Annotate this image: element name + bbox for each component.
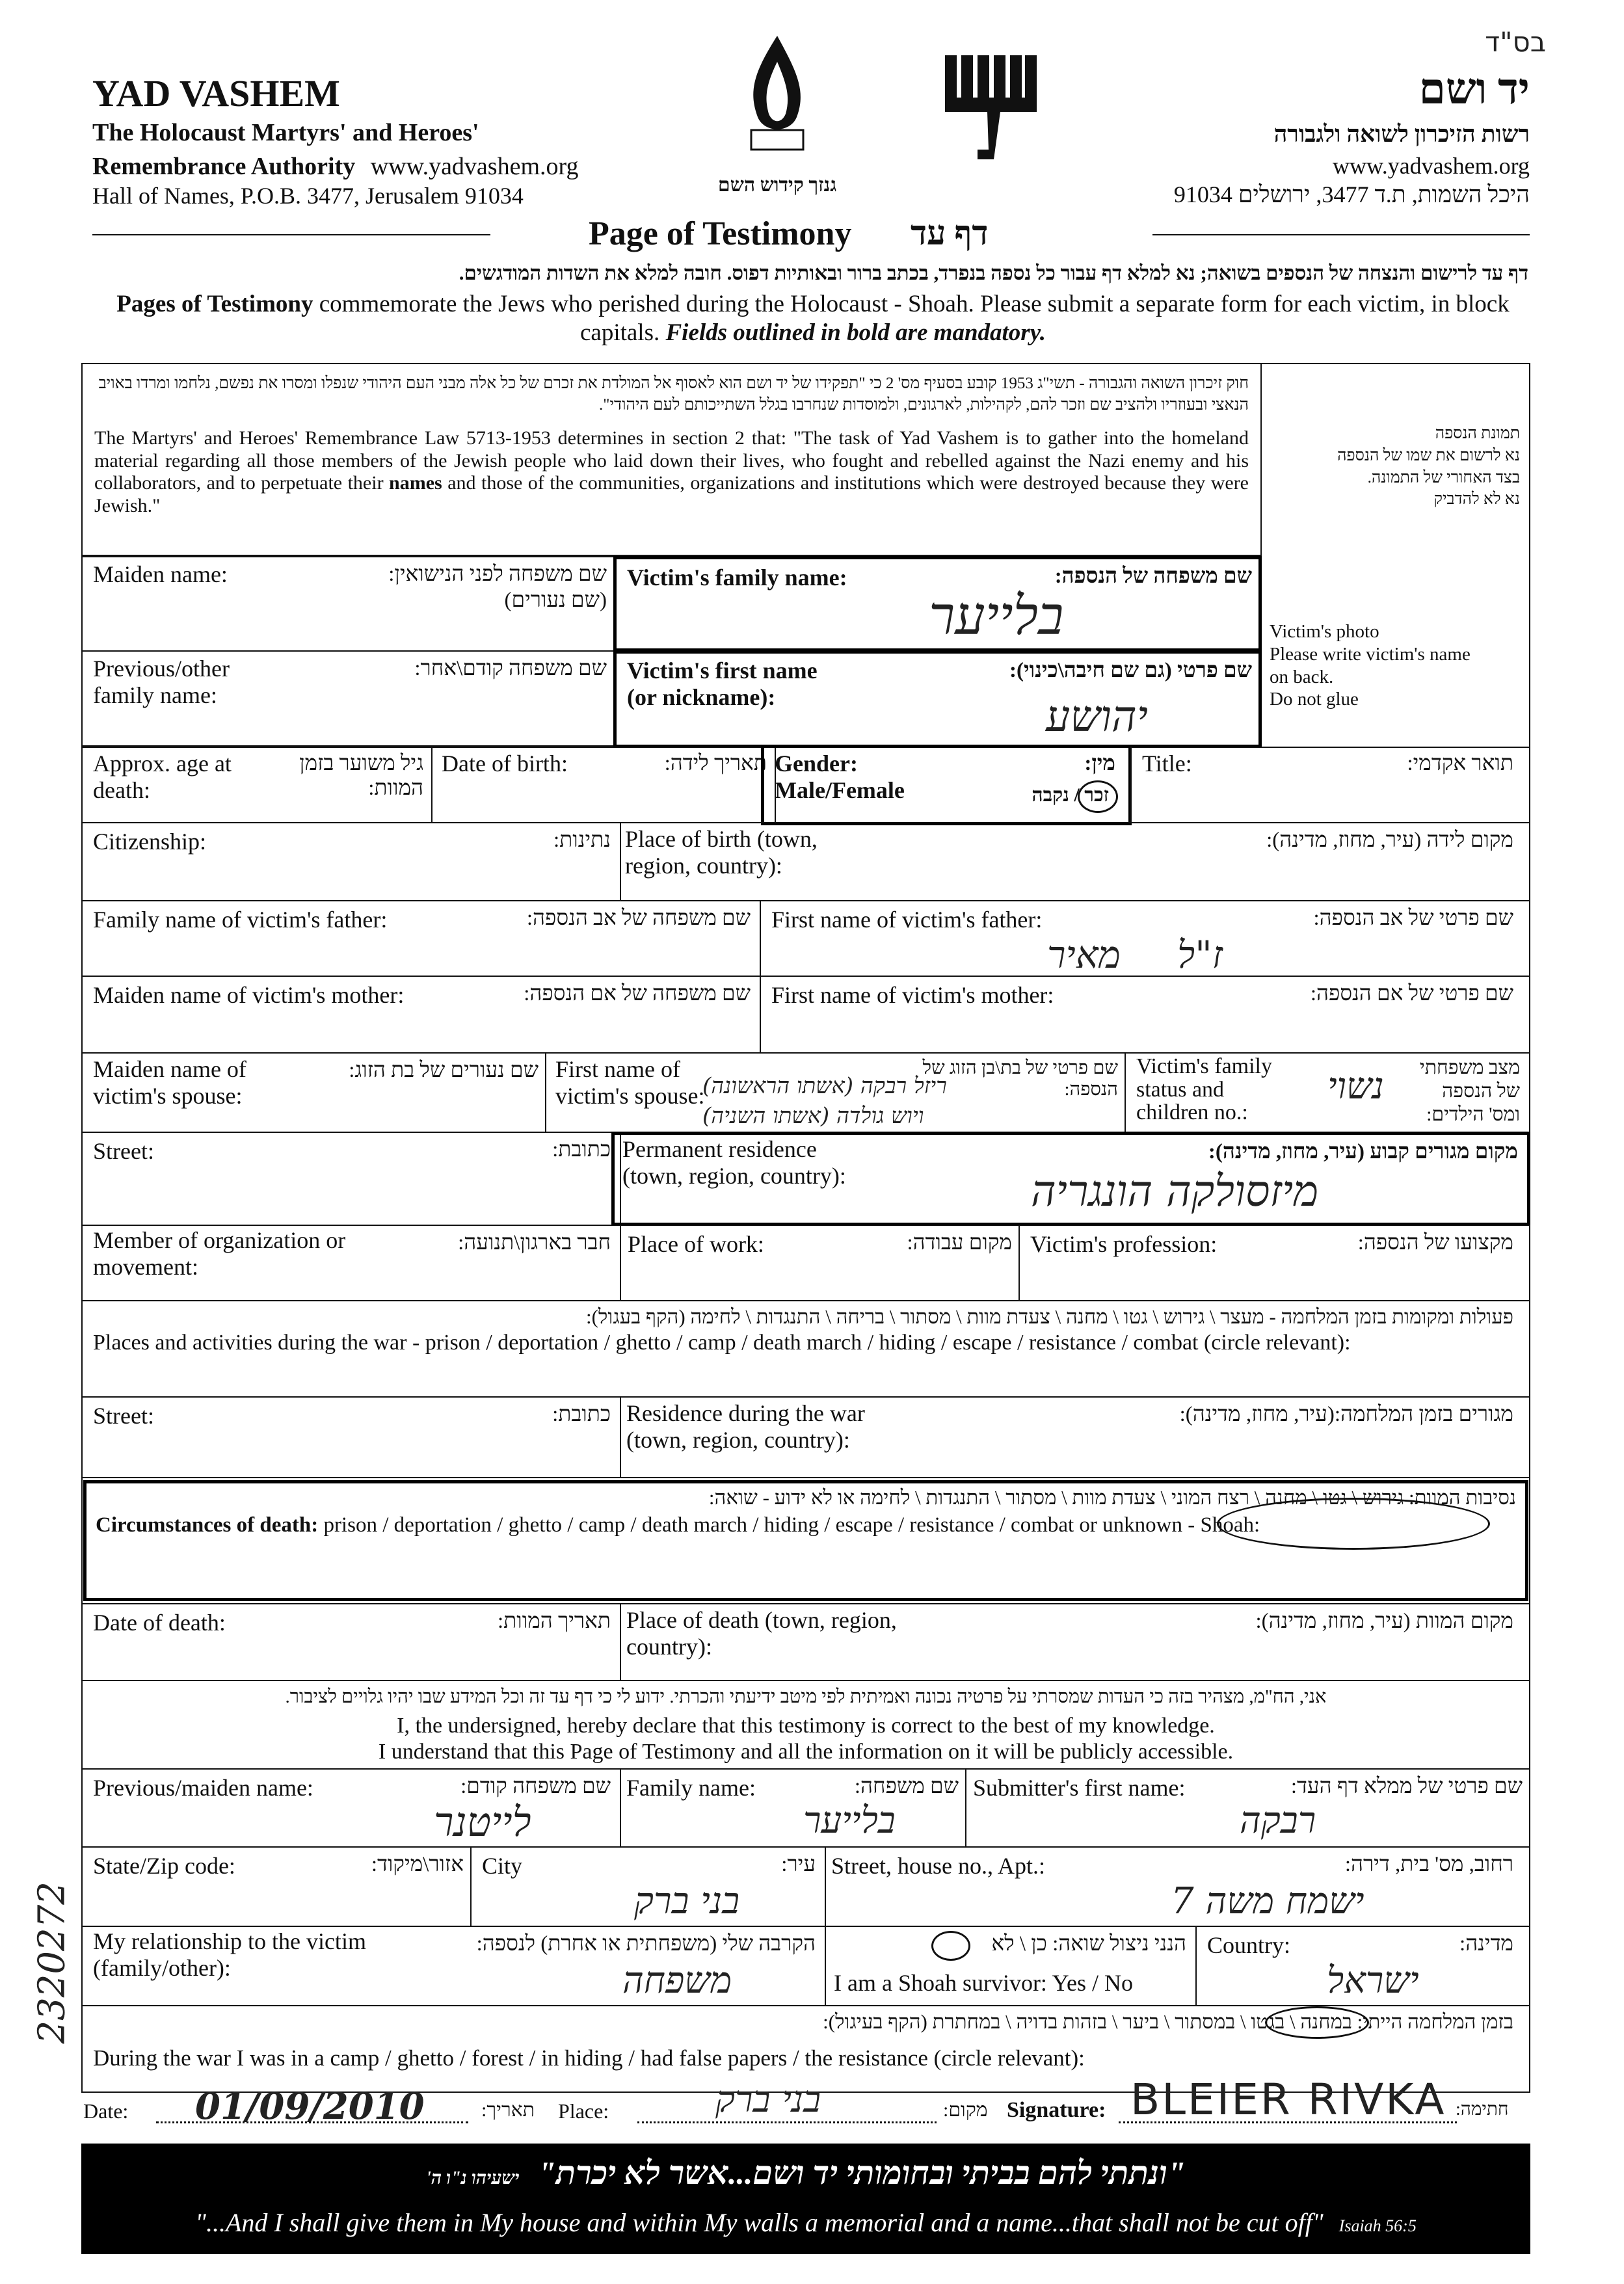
war-street-cell[interactable]	[81, 1396, 621, 1478]
maiden-name-label-he: שם משפחה לפני הנישואין:	[388, 563, 607, 586]
war-places-label-en: Places and activities during the war - prison / deportation / ghetto / camp / death march / hiding / escape / resistance / combat (circle relevant):	[93, 1331, 1351, 1355]
submitter-city-cell[interactable]	[470, 1846, 826, 1927]
gender-label-he: מין:	[1084, 752, 1115, 775]
gender-label-1: Gender:	[775, 750, 858, 777]
family-status-label-he-3: ומס' הילדים:	[1426, 1104, 1520, 1125]
mother-first-cell[interactable]	[760, 976, 1530, 1054]
war-res-label-he: מגורים בזמן המלחמה:(עיר, מחוז, מדינה):	[1179, 1403, 1513, 1426]
spouse-maiden-label-he: שם נעורים של בת הזוג:	[349, 1059, 539, 1082]
citizenship-label-he: נתינות:	[553, 829, 611, 852]
pod-cell[interactable]	[620, 1603, 1530, 1681]
photo-en-3: on back.	[1270, 666, 1334, 687]
submitter-prev-maiden-value: לייטנר	[434, 1798, 531, 1846]
family-status-value: נשוי	[1327, 1065, 1384, 1108]
submitter-street-label-he: רחוב, מס' בית, דירה:	[1344, 1853, 1513, 1876]
page-title-en: Page of Testimony	[589, 215, 852, 252]
dod-cell[interactable]	[81, 1603, 621, 1681]
unknown-shoah-circle	[1217, 1498, 1490, 1550]
perm-res-label-he: מקום מגורים קבוע (עיר, מחוז, מדינה):	[1208, 1140, 1518, 1163]
dob-cell[interactable]	[431, 747, 776, 823]
submitter-zip-label-he: אזור\מיקוד:	[371, 1853, 464, 1876]
submitter-first-value: רבקה	[1240, 1799, 1316, 1842]
submitter-country-value: ישראל	[1327, 1959, 1419, 2002]
dob-label: Date of birth:	[442, 750, 568, 777]
instruction-he: דף עד לרישום והנצחה של הנספים בשואה; נא למלא דף עבור כל נספה בנפרד, בכתב ברור ובאותיות דפוס. חובה למלא את השדות המודגשים.	[459, 261, 1528, 284]
submitter-survivor-label: I am a Shoah survivor: Yes / No	[834, 1970, 1133, 1996]
law-box	[81, 363, 1262, 556]
submitter-zip-label: State/Zip code:	[93, 1853, 235, 1879]
perm-res-cell[interactable]	[611, 1132, 1530, 1226]
first-name-label	[627, 657, 818, 711]
mother-maiden-cell[interactable]	[81, 976, 761, 1054]
title-label-he: תואר אקדמי:	[1407, 752, 1513, 775]
spouse-first-cell[interactable]	[545, 1052, 1126, 1133]
perm-res-value: מיזסולקה הונגריה	[1031, 1166, 1319, 1216]
submitter-survivor-label-he: הנני ניצול שואה: כן \ לא	[991, 1932, 1186, 1956]
submitter-family-label-he: שם משפחה:	[854, 1775, 959, 1798]
submitter-city-value: בני ברק	[634, 1880, 740, 1922]
submitter-country-label: Country:	[1207, 1932, 1291, 1958]
family-status-label-he-2: של הנספה	[1442, 1080, 1520, 1102]
place-work-label-he: מקום עבודה:	[907, 1231, 1012, 1255]
menorah-logo	[942, 52, 1039, 163]
family-name-value: בלייער	[929, 585, 1064, 647]
perm-res-label	[622, 1136, 846, 1190]
website-he: www.yadvashem.org	[1333, 153, 1530, 179]
instruction-en	[98, 290, 1528, 348]
banner-quote-he	[81, 2154, 1530, 2192]
footer-signature-line	[1119, 2121, 1457, 2123]
spouse-first-label-he-2: הנספה:	[1064, 1079, 1118, 1100]
place-work-cell[interactable]	[620, 1225, 1020, 1301]
footer-place-value: בני ברק	[715, 2078, 821, 2121]
street-cell[interactable]	[81, 1132, 621, 1226]
circumstances-label-en-body: prison / deportation / ghetto / camp / death march / hiding / escape / resistance / combat or unknown - Shoah:	[318, 1513, 1260, 1537]
spouse-first-label-1: First name of	[555, 1056, 680, 1082]
pob-label-1: Place of birth (town,	[625, 826, 818, 852]
age-label-he	[299, 752, 423, 801]
org-authority-en: Remembrance Authority	[92, 153, 356, 180]
footer-signature-value: BLEIER RIVKA	[1130, 2075, 1446, 2125]
first-name-value: יהושע	[1046, 691, 1148, 741]
place-work-label: Place of work:	[628, 1231, 764, 1257]
title-cell[interactable]	[1130, 747, 1530, 823]
banner-he-text: "ונתתי להם בביתי ובחומותי יד ושם...אשר לא יכרת"	[538, 2155, 1186, 2191]
law-en-body: The Martyrs' and Heroes' Remembrance Law 5713-1953 determines in section 2 that: "The task of Yad Vashem is to gather into the homeland material regarding all those members of the Jewish people who laid down their lives, who fought and rebelled against the Nazi enemy and his collaborators, and to perpetuate their	[94, 427, 1249, 494]
first-name-label-he: שם פרטי (גם שם חיבה\כינוי):	[1009, 659, 1252, 682]
street-label: Street:	[93, 1138, 154, 1164]
war-res-label	[626, 1400, 865, 1454]
family-status-label-he-1: מצב משפחתי	[1419, 1057, 1520, 1078]
maiden-name-label: Maiden name:	[93, 561, 228, 587]
age-label-he-2: המוות:	[368, 776, 423, 800]
submitter-street-label: Street, house no., Apt.:	[831, 1853, 1045, 1879]
prev-family-label-1: Previous/other	[93, 656, 230, 682]
submitter-street-cell[interactable]	[825, 1846, 1530, 1927]
spouse-maiden-label-1: Maiden name of	[93, 1056, 246, 1082]
maiden-name-label-he2: (שם נעורים)	[504, 589, 607, 612]
address-he: היכל השמות, ת.ד 3477, ירושלים 91034	[1173, 181, 1530, 207]
footer-signature-label: Signature:	[1007, 2098, 1106, 2122]
mother-first-label-he: שם פרטי של אם הנספה:	[1310, 982, 1513, 1005]
street-label-he: כתובת:	[552, 1138, 611, 1162]
spouse-maiden-label	[93, 1056, 246, 1110]
submitter-family-label: Family name:	[626, 1775, 756, 1801]
member-org-cell[interactable]	[81, 1225, 621, 1301]
submitter-relationship-cell[interactable]	[81, 1926, 826, 2006]
footer-date-line	[156, 2121, 468, 2123]
header-rule-right	[1152, 234, 1530, 235]
gender-cell[interactable]	[761, 745, 1132, 825]
family-status-label	[1136, 1055, 1272, 1124]
instruction-en-body: commemorate the Jews who perished during the Holocaust - Shoah. Please submit a separate form for each victim, in block capitals.	[313, 291, 1510, 347]
instruction-en-mandatory: Fields outlined in bold are mandatory.	[665, 319, 1046, 347]
submitter-family-value: בלייער	[803, 1799, 896, 1842]
submitter-street-value: ישמח משה 7	[1171, 1880, 1364, 1922]
photo-he-4: נא לא להדביק	[1433, 490, 1520, 509]
submitter-prev-maiden-label-he: שם משפחה קודם:	[460, 1775, 611, 1798]
mother-first-label: First name of victim's mother:	[771, 982, 1054, 1008]
citizenship-cell[interactable]	[81, 822, 621, 901]
family-status-cell[interactable]	[1125, 1052, 1530, 1133]
photo-instructions-he	[1337, 423, 1520, 511]
circumstances-label-en	[96, 1513, 1260, 1537]
age-label-he-1: גיל משוער בזמן	[299, 752, 423, 775]
submitter-city-label-he: עיר:	[781, 1853, 816, 1876]
banner-he-ref: ישעיהו נ"ו ה'	[426, 2168, 520, 2188]
spouse-first-value-2: ויוש גולדה (אשתו השניה)	[702, 1103, 924, 1129]
org-name-he: יד ושם	[1418, 66, 1530, 113]
org-line3-en	[92, 152, 578, 181]
pob-label-he: מקום לידה (עיר, מחוז, מדינה):	[1266, 829, 1513, 852]
pod-label-he: מקום המוות (עיר, מחוז, מדינה):	[1255, 1610, 1513, 1633]
logo-caption: גנזך קידוש השם	[717, 174, 837, 196]
spouse-first-label-he	[923, 1057, 1118, 1101]
prev-family-cell[interactable]	[81, 650, 615, 747]
family-status-label-3: children no.:	[1136, 1100, 1248, 1125]
org-line2-he: רשות הזיכרון לשואה ולגבורה	[1273, 121, 1530, 147]
footer-signature-he: חתימה:	[1456, 2099, 1509, 2119]
prev-family-label-2: family name:	[93, 682, 217, 709]
gender-male-circle	[1078, 780, 1118, 813]
submitter-country-cell[interactable]	[1195, 1926, 1530, 2006]
first-name-cell[interactable]	[613, 650, 1262, 748]
dod-label-he: תאריך המוות:	[498, 1610, 611, 1633]
spouse-maiden-label-2: victim's spouse:	[93, 1083, 243, 1109]
survivor-yes-circle	[931, 1931, 970, 1961]
spouse-maiden-cell[interactable]	[81, 1052, 546, 1133]
banner-quote-en	[81, 2207, 1530, 2238]
photo-en-4: Do not glue	[1270, 689, 1359, 710]
maiden-name-cell[interactable]	[81, 556, 615, 652]
pob-cell[interactable]	[620, 822, 1530, 901]
family-name-cell[interactable]	[613, 556, 1262, 652]
pod-label-2: country):	[626, 1634, 712, 1660]
family-status-label-2: status and	[1136, 1077, 1225, 1102]
footer-date-he: תאריך:	[481, 2099, 535, 2121]
page-title-he: דף עד	[911, 215, 989, 252]
top-right-mark: בס"ד	[1485, 26, 1546, 58]
submitter-relationship-value: משפחה	[622, 1959, 732, 2002]
photo-en-1: Victim's photo	[1270, 621, 1379, 642]
father-first-label: First name of victim's father:	[771, 907, 1043, 933]
submitter-relationship-label-he: הקרבה שלי (משפחתית או אחרת) לנספה:	[476, 1932, 816, 1956]
spouse-first-value: ריזל רבקה (אשתו הראשונה)	[702, 1073, 947, 1099]
dod-label: Date of death:	[93, 1610, 226, 1636]
profession-label: Victim's profession:	[1030, 1231, 1218, 1257]
father-family-cell[interactable]	[81, 900, 761, 977]
instruction-en-lead: Pages of Testimony	[116, 291, 313, 317]
footer-place-line	[637, 2121, 937, 2123]
declaration-en-2: I understand that this Page of Testimony and all the information on it will be publicly accessible.	[378, 1740, 1234, 1764]
submitter-first-label-he: שם פרטי של ממלא דף העד:	[1290, 1775, 1523, 1798]
first-name-label-1: Victim's first name	[627, 657, 818, 684]
photo-instructions-en	[1270, 620, 1471, 711]
submitter-prev-maiden-label: Previous/maiden name:	[93, 1775, 313, 1801]
gender-options-he: זכר / נקבה	[1032, 784, 1109, 806]
photo-he-2: נא לרשום את שמו של הנספה	[1337, 446, 1520, 464]
perm-res-label-1: Permanent residence	[622, 1136, 817, 1162]
pob-label-2: region, country):	[625, 853, 782, 879]
spouse-first-label	[555, 1056, 704, 1110]
footer-place-label: Place:	[558, 2099, 609, 2123]
war-res-label-2: (town, region, country):	[626, 1427, 850, 1454]
mother-maiden-label-he: שם משפחה של אם הנספה:	[524, 982, 751, 1005]
submitter-relationship-label-2: (family/other):	[93, 1955, 231, 1982]
war-res-cell[interactable]	[620, 1396, 1530, 1478]
dob-label-he: תאריך לידה:	[664, 752, 767, 775]
submitter-city-label: City	[482, 1853, 523, 1879]
family-status-label-1: Victim's family	[1136, 1054, 1272, 1078]
photo-he-3: בצד האחורי של התמונה.	[1367, 468, 1520, 486]
war-street-label-he: כתובת:	[552, 1403, 611, 1426]
submitter-country-label-he: מדינה:	[1459, 1932, 1513, 1956]
photo-en-2: Please write victim's name	[1270, 643, 1471, 665]
father-family-label: Family name of victim's father:	[93, 907, 388, 933]
submitter-survivor-cell[interactable]	[825, 1926, 1197, 2006]
war-places-label-he: פעולות ומקומות בזמן המלחמה - מעצר \ גירוש \ גטו \ מחנה \ צעדת מוות \ מסתור \ בריחה \ התנגדות \ לחימה (הקף בעגול):	[586, 1305, 1513, 1328]
org-line2-en: The Holocaust Martyrs' and Heroes'	[92, 119, 479, 146]
father-family-label-he: שם משפחה של אב הנספה:	[526, 907, 751, 930]
pod-label	[626, 1607, 897, 1661]
citizenship-label: Citizenship:	[93, 829, 206, 855]
law-en-names: names	[389, 472, 442, 494]
banner-en-ref: Isaiah 56:5	[1338, 2216, 1417, 2235]
during-war-camp-circle	[1265, 2006, 1369, 2039]
profession-label-he: מקצועו של הנספה:	[1357, 1231, 1513, 1255]
spouse-first-label-2: victim's spouse:	[555, 1083, 705, 1109]
org-name-en: YAD VASHEM	[92, 72, 340, 114]
family-name-label: Victim's family name:	[627, 564, 847, 591]
prev-family-label-he: שם משפחה קודם\אחר:	[414, 657, 607, 680]
submitter-first-cell[interactable]	[965, 1768, 1530, 1848]
age-label-1: Approx. age at	[93, 750, 232, 777]
declaration-he: אני, הח"מ, מצהיר בזה כי העדות שמסרתי על פרטיה נכונה ואמיתית לפי מיטב ידיעתי והכרתי. ידוע לי כי דף עד זה וכל המידע שבו יהיו גלויים לציבור.	[285, 1686, 1327, 1707]
gender-label	[775, 750, 905, 804]
war-street-label: Street:	[93, 1403, 154, 1429]
law-he: חוק זיכרון השואה והגבורה - תשי"ג 1953 קובע בסעיף מס' 2 כי "תפקידו של יד ושם הוא לאסוף אל המולדת את זכרם של כל אלה מבני העם היהודי שנפלו ומסרו את נפשם, נלחמו ומרדו באויב הנאצי ובעוזריו ולהציב שם וזכר להם, לקהילות, לארגונים, ולמוסדות שנחרבו בגלל השתייכותם לעם היהודי".	[98, 375, 1249, 414]
declaration-en-1: I, the undersigned, hereby declare that this testimony is correct to the best of my knowledge.	[397, 1714, 1215, 1738]
submitter-first-label: Submitter's first name:	[973, 1775, 1186, 1801]
submitter-relationship-label-1: My relationship to the victim	[93, 1928, 366, 1954]
age-cell[interactable]	[81, 747, 433, 823]
website-en: www.yadvashem.org	[370, 153, 579, 180]
member-org-label-he: חבר בארגון\תנועה:	[458, 1231, 611, 1255]
father-first-value: מאיר	[1047, 933, 1121, 977]
war-places-cell[interactable]	[81, 1300, 1530, 1398]
title-label: Title:	[1142, 750, 1192, 777]
law-en-end: and those of the communities, organizations and institutions which were destroyed because they were Jewish."	[94, 472, 1249, 516]
age-label-2: death:	[93, 777, 150, 804]
mother-maiden-label: Maiden name of victim's mother:	[93, 982, 405, 1008]
circumstances-he-text: נסיבות המוות: גירוש \ גטו \ מחנה \ רצח המוני \ צעדת מוות \ מסתור \ התנגדות \ לחימה או לא ידוע - שואה:	[708, 1486, 1516, 1509]
prev-family-label	[93, 656, 230, 710]
gender-label-2: Male/Female	[775, 777, 905, 804]
yad-vashem-flame-logo	[735, 33, 819, 156]
photo-he-1: תמונת הנספה	[1435, 425, 1520, 442]
submitter-family-cell[interactable]	[620, 1768, 966, 1848]
submitter-zip-cell[interactable]	[81, 1846, 472, 1927]
age-label	[93, 750, 232, 804]
submitter-during-war-label-he: בזמן המלחמה הייתי: במחנה \ בגטו \ במסתור \ ביער \ בזהות בדויה \ במחתרת (הקף בעיגול):	[823, 2010, 1513, 2033]
header-rule-left	[92, 234, 490, 235]
footer-place-he: מקום:	[943, 2099, 988, 2121]
isaiah-banner	[81, 2144, 1530, 2254]
family-status-label-he	[1420, 1056, 1520, 1126]
war-res-label-1: Residence during the war	[626, 1400, 865, 1426]
father-first-label-he: שם פרטי של אב הנספה:	[1313, 907, 1513, 930]
father-first-cell[interactable]	[760, 900, 1530, 977]
declaration-box	[81, 1680, 1530, 1770]
spouse-first-label-he-1: שם פרטי של בת\בן הזוג של	[922, 1057, 1118, 1078]
footer-date-value: 01/09/2010	[195, 2085, 425, 2128]
pob-label	[625, 826, 818, 880]
submitter-relationship-label	[93, 1928, 366, 1982]
father-first-value-suffix: ז"ל	[1177, 933, 1223, 977]
member-org-label-1: Member of organization or	[93, 1227, 346, 1253]
submitter-during-war-label: During the war I was in a camp / ghetto / forest / in hiding / had false papers / the resistance (circle relevant):	[93, 2045, 1085, 2071]
profession-cell[interactable]	[1018, 1225, 1530, 1301]
pod-label-1: Place of death (town, region,	[626, 1607, 897, 1633]
circumstances-label-en-bold: Circumstances of death:	[96, 1513, 319, 1537]
footer-date-label: Date:	[83, 2099, 129, 2123]
circumstances-cell[interactable]	[83, 1480, 1528, 1601]
side-number: 2320272	[31, 1881, 73, 2044]
address-en: Hall of Names, P.O.B. 3477, Jerusalem 91034	[92, 183, 524, 209]
first-name-label-2: (or nickname):	[627, 684, 776, 711]
member-org-label	[93, 1227, 345, 1281]
law-en	[94, 427, 1249, 517]
family-name-label-he: שם משפחה של הנספה:	[1054, 564, 1252, 588]
banner-en-text: "...And I shall give them in My house and within My walls a memorial and a name...that shall not be cut off"	[195, 2208, 1324, 2237]
member-org-label-2: movement:	[93, 1254, 198, 1281]
perm-res-label-2: (town, region, country):	[622, 1163, 846, 1189]
submitter-prev-maiden-cell[interactable]	[81, 1768, 621, 1848]
